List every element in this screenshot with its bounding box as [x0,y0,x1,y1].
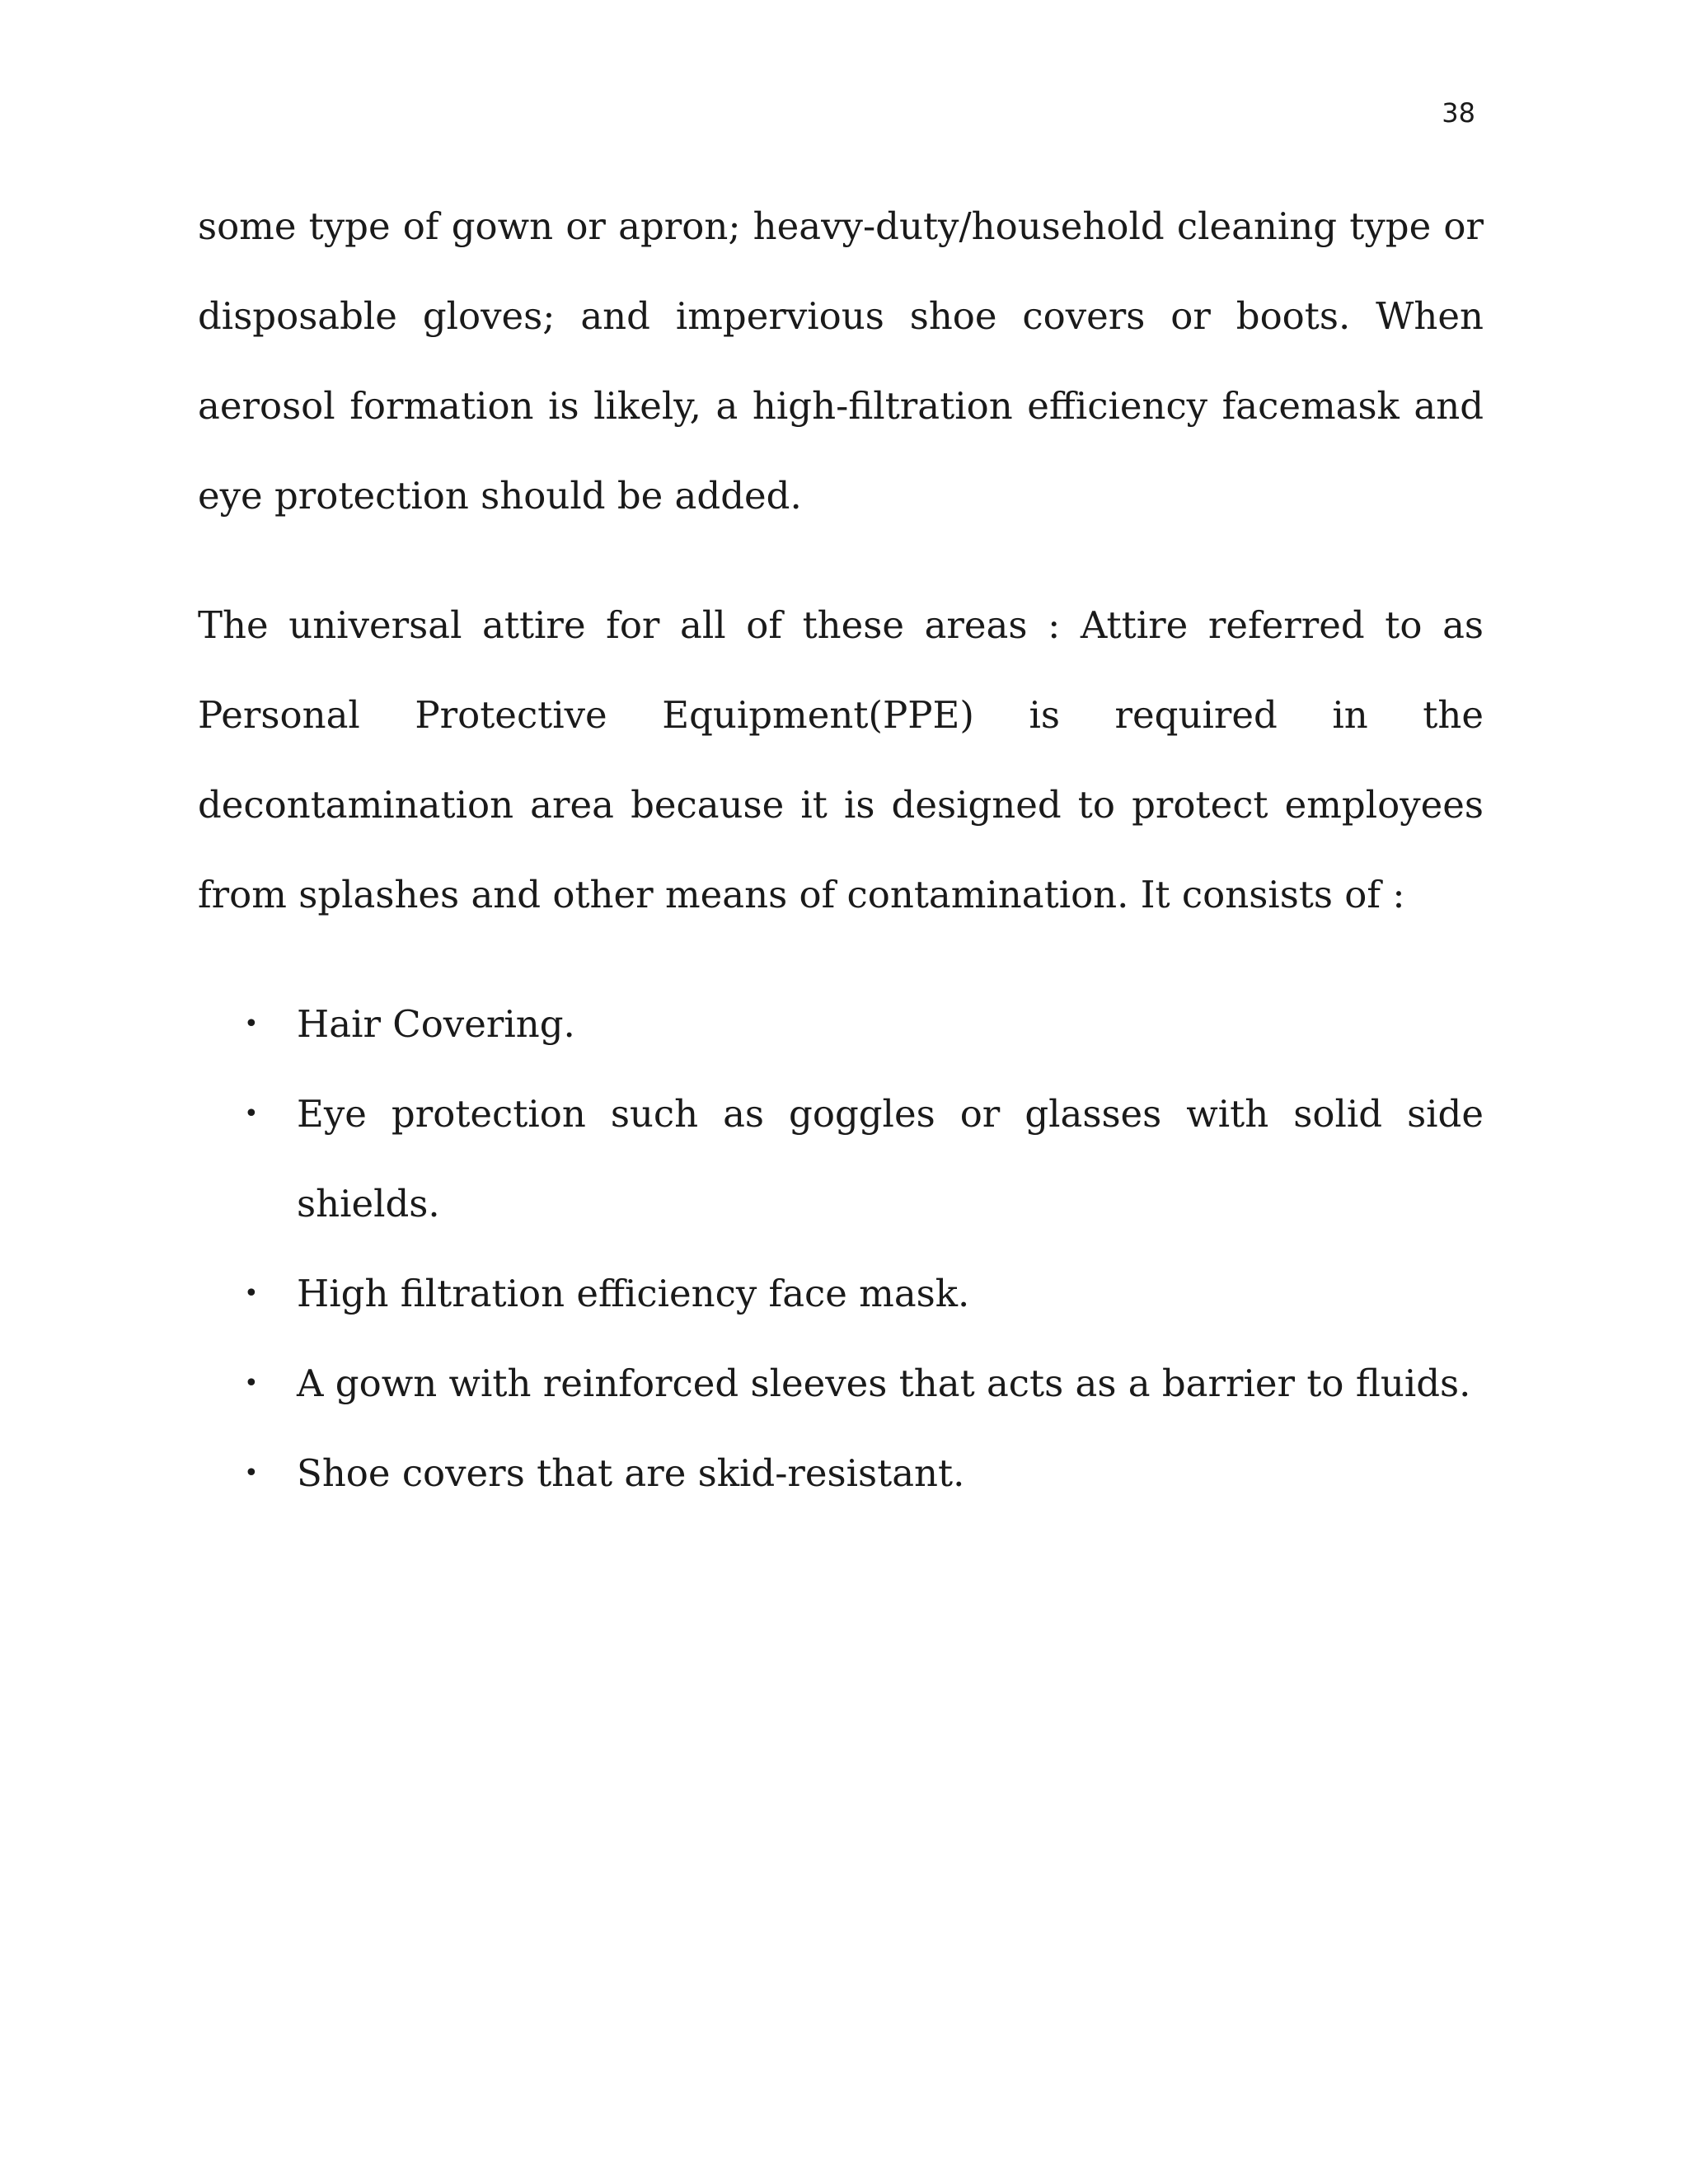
page-number: 38 [1442,97,1475,129]
document-body [198,181,1484,1518]
ppe-list [198,979,1484,1518]
bullet-icon: • [244,1459,259,1488]
list-item [198,1428,1484,1518]
bullet-icon: • [244,1279,259,1308]
list-item-text: High filtration efficiency face mask. [297,1272,970,1315]
paragraph-universal-attire: The universal attire for all of these areas : Attire referred to as Personal Protective Equipment(PPE) is required in the decontamination area because it is designed to protect employees from splashes and other means of contamination. It consists of : [198,603,1484,916]
list-item-text: Shoe covers that are skid-resistant. [297,1451,965,1495]
list-item-text: Eye protection such as goggles or glasses with solid side shields. [297,1092,1484,1226]
bullet-icon: • [244,1099,259,1128]
list-item-text: A gown with reinforced sleeves that acts as a barrier to fluids. [297,1361,1471,1405]
list-item [198,1249,1484,1338]
bullet-icon: • [244,1010,259,1038]
paragraph-ppe-continued: some type of gown or apron; heavy-duty/household cleaning type or disposable gloves; and impervious shoe covers or boots. When aerosol formation is likely, a high-filtration efficiency facemask and eye protection should be added. [198,204,1484,518]
list-item [198,1338,1484,1428]
list-item [198,979,1484,1069]
list-item [198,1069,1484,1249]
bullet-icon: • [244,1369,259,1398]
list-item-text: Hair Covering. [297,1002,575,1046]
